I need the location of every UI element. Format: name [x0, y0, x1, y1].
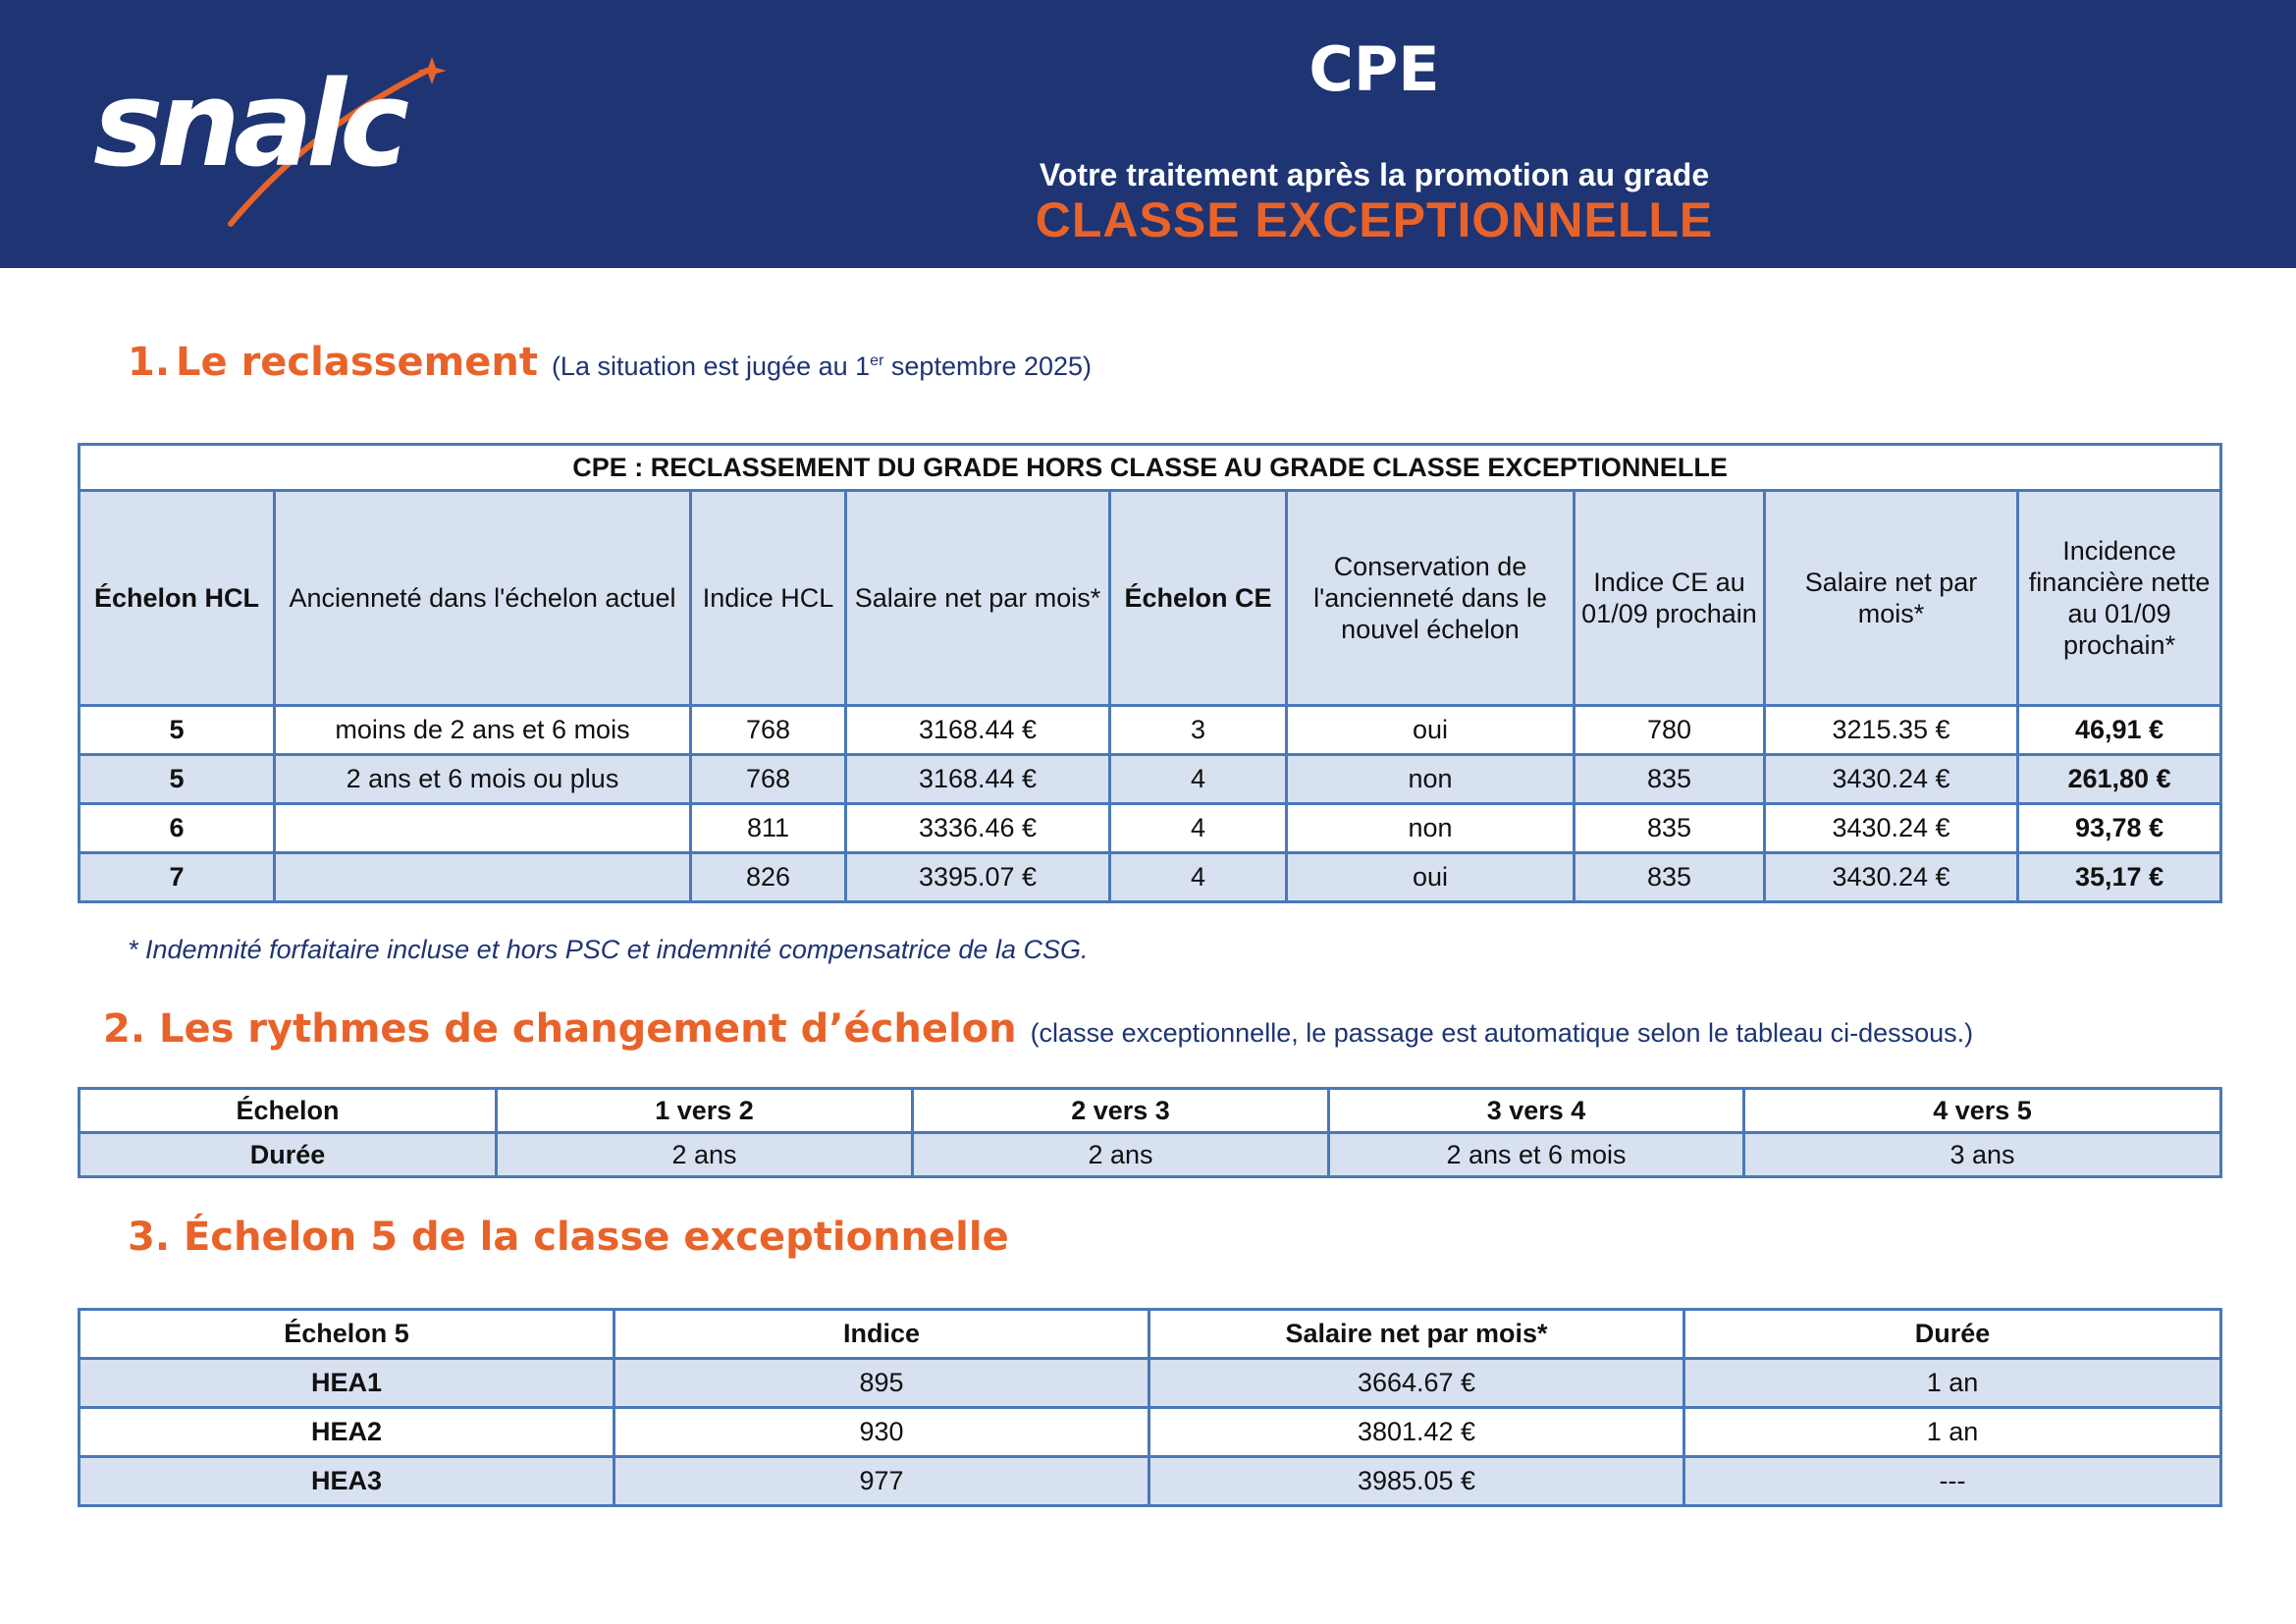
table-cell: oui	[1287, 853, 1575, 902]
table3-header: Salaire net par mois*	[1149, 1310, 1684, 1359]
table-cell: 5	[80, 755, 275, 804]
table-row	[80, 1359, 2221, 1408]
table3-header: Durée	[1684, 1310, 2221, 1359]
table-cell: moins de 2 ans et 6 mois	[275, 706, 691, 755]
table-cell: 46,91 €	[2018, 706, 2221, 755]
table-cell: 2 ans	[497, 1133, 913, 1177]
table-cell: oui	[1287, 706, 1575, 755]
table-cell: 1 an	[1684, 1408, 2221, 1457]
table-row	[80, 1408, 2221, 1457]
table-cell: 2 ans et 6 mois	[1329, 1133, 1744, 1177]
table-row	[80, 1457, 2221, 1506]
table-cell: 3664.67 €	[1149, 1359, 1684, 1408]
table-cell: 3430.24 €	[1765, 804, 2018, 853]
table2-header: Échelon	[80, 1089, 497, 1133]
table-cell: 3	[1110, 706, 1287, 755]
table1-header: Indice CE au 01/09 prochain	[1575, 491, 1765, 706]
table-cell: 930	[614, 1408, 1149, 1457]
rythmes-table	[78, 1087, 2222, 1178]
table3-header: Indice	[614, 1310, 1149, 1359]
table-cell: 3 ans	[1744, 1133, 2221, 1177]
table-cell: non	[1287, 804, 1575, 853]
table-cell	[275, 804, 691, 853]
table-cell: 93,78 €	[2018, 804, 2221, 853]
table-cell: 4	[1110, 853, 1287, 902]
table-cell: 780	[1575, 706, 1765, 755]
section1-heading	[128, 340, 1092, 385]
section3-heading	[128, 1215, 1009, 1260]
table-cell: 1 an	[1684, 1359, 2221, 1408]
table-cell: 977	[614, 1457, 1149, 1506]
page-title: CPE	[1308, 33, 1440, 105]
section2-title: 2. Les rythmes de changement d’échelon	[103, 1006, 1017, 1052]
table-cell: 811	[691, 804, 846, 853]
table-cell: 3395.07 €	[846, 853, 1110, 902]
table-cell: 768	[691, 706, 846, 755]
table-cell: 3985.05 €	[1149, 1457, 1684, 1506]
table1-header: Salaire net par mois*	[846, 491, 1110, 706]
section1-number: 1.	[128, 340, 171, 385]
table-cell: 3168.44 €	[846, 706, 1110, 755]
table-cell: HEA3	[80, 1457, 614, 1506]
table-cell: 835	[1575, 853, 1765, 902]
table-cell: HEA2	[80, 1408, 614, 1457]
table-cell	[275, 853, 691, 902]
footnote: * Indemnité forfaitaire incluse et hors PSC et indemnité compensatrice de la CSG.	[128, 935, 1089, 964]
table1-header: Conservation de l'ancienneté dans le nouvel échelon	[1287, 491, 1575, 706]
page-subtitle: Votre traitement après la promotion au grade	[1039, 157, 1710, 192]
section3-title: 3. Échelon 5 de la classe exceptionnelle	[128, 1215, 1009, 1260]
table2-header: 2 vers 3	[913, 1089, 1329, 1133]
table-cell: 835	[1575, 755, 1765, 804]
table-cell: 768	[691, 755, 846, 804]
table-cell: non	[1287, 755, 1575, 804]
table-cell: 3168.44 €	[846, 755, 1110, 804]
logo-text: snalc	[93, 57, 403, 193]
table-row	[80, 706, 2221, 755]
table-cell: 3430.24 €	[1765, 853, 2018, 902]
table3-header: Échelon 5	[80, 1310, 614, 1359]
grade-title: CLASSE EXCEPTIONNELLE	[1035, 192, 1714, 247]
table-cell: 826	[691, 853, 846, 902]
table-cell: 3801.42 €	[1149, 1408, 1684, 1457]
table-row	[80, 1310, 2221, 1359]
section2-heading	[103, 1006, 1973, 1052]
page-header	[0, 0, 2296, 268]
snalc-logo	[93, 57, 476, 244]
table-row	[80, 1089, 2221, 1133]
table-cell: 3430.24 €	[1765, 755, 2018, 804]
table1-title: CPE : RECLASSEMENT DU GRADE HORS CLASSE AU GRADE CLASSE EXCEPTIONNELLE	[80, 445, 2221, 491]
section1-note: (La situation est jugée au 1er septembre 2025)	[551, 352, 1093, 381]
table-cell: 2 ans et 6 mois ou plus	[275, 755, 691, 804]
table1-header: Salaire net par mois*	[1765, 491, 2018, 706]
table1-header: Indice HCL	[691, 491, 846, 706]
table2-header: 1 vers 2	[497, 1089, 913, 1133]
table-cell: ---	[1684, 1457, 2221, 1506]
table-cell: 4	[1110, 755, 1287, 804]
section1-title: Le reclassement	[176, 340, 538, 385]
table-cell: Durée	[80, 1133, 497, 1177]
table-cell: 5	[80, 706, 275, 755]
table-cell: 7	[80, 853, 275, 902]
reclassement-table	[78, 443, 2222, 903]
table-cell: 3215.35 €	[1765, 706, 2018, 755]
table1-header: Échelon CE	[1110, 491, 1287, 706]
table-cell: 895	[614, 1359, 1149, 1408]
table-cell: 835	[1575, 804, 1765, 853]
table1-header: Ancienneté dans l'échelon actuel	[275, 491, 691, 706]
table-row	[80, 853, 2221, 902]
table-cell: 6	[80, 804, 275, 853]
table-row	[80, 755, 2221, 804]
table1-header: Incidence financière nette au 01/09 prochain*	[2018, 491, 2221, 706]
table-cell: 261,80 €	[2018, 755, 2221, 804]
table-cell: HEA1	[80, 1359, 614, 1408]
table2-header: 4 vers 5	[1744, 1089, 2221, 1133]
table-cell: 35,17 €	[2018, 853, 2221, 902]
table-row	[80, 804, 2221, 853]
table-cell: 4	[1110, 804, 1287, 853]
table-row	[80, 1133, 2221, 1177]
table-cell: 3336.46 €	[846, 804, 1110, 853]
table2-header: 3 vers 4	[1329, 1089, 1744, 1133]
table1-header: Échelon HCL	[80, 491, 275, 706]
section2-note: (classe exceptionnelle, le passage est automatique selon le tableau ci-dessous.)	[1030, 1018, 1974, 1048]
echelon5-table	[78, 1308, 2222, 1507]
table-cell: 2 ans	[913, 1133, 1329, 1177]
